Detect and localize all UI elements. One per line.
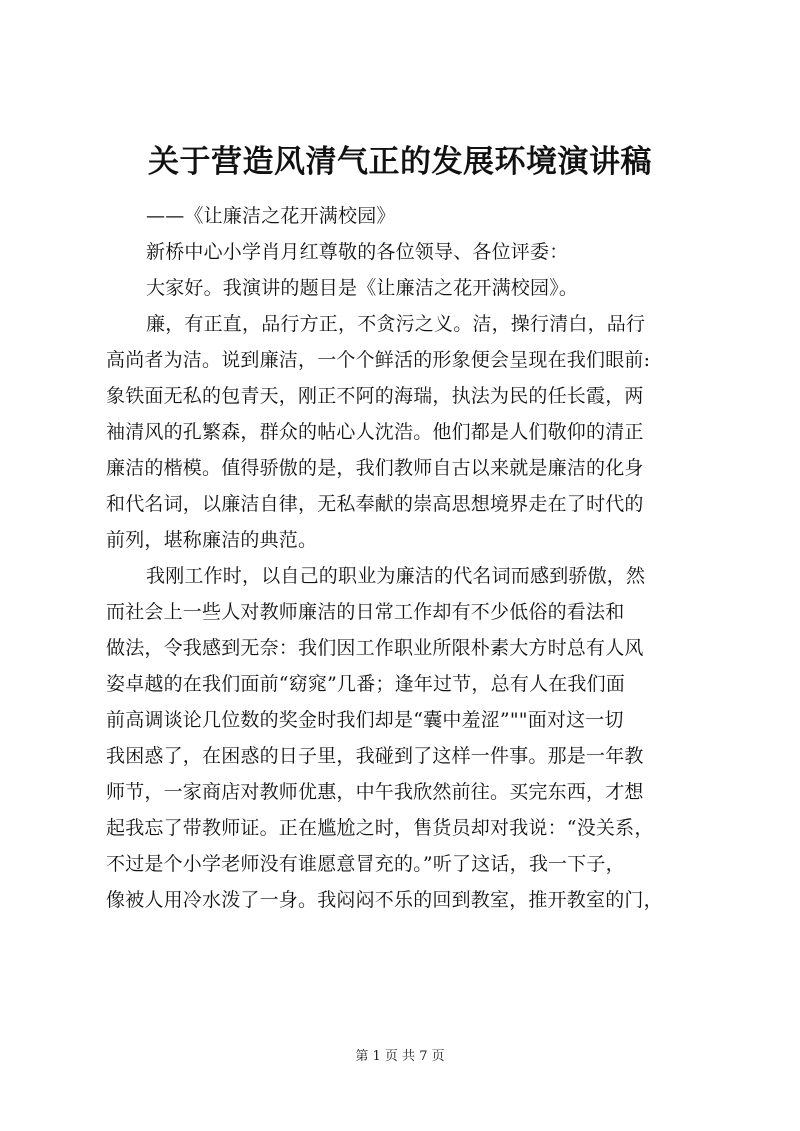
greeting-line: 大家好。我演讲的题目是《让廉洁之花开满校园》。: [146, 277, 579, 299]
paragraph-line: 象铁面无私的包青天，刚正不阿的海瑞，执法为民的任长霞，两: [106, 385, 644, 407]
paragraph-line: 像被人用冷水泼了一身。我闷闷不乐的回到教室，推开教室的门，: [106, 889, 663, 911]
document-body: [106, 198, 706, 918]
paragraph-line: 我困惑了，在困惑的日子里，我碰到了这样一件事。那是一年教: [106, 745, 644, 767]
paragraph-line: 前高调谈论几位数的奖金时我们却是“囊中羞涩”""面对这一切: [106, 709, 624, 731]
paragraph-line: 袖清风的孔繁森，群众的帖心人沈浩。他们都是人们敬仰的清正: [106, 421, 644, 443]
paragraph-line: 不过是个小学老师没有谁愿意冒充的。”听了这话，我一下子，: [106, 853, 625, 875]
paragraph-line: 和代名词，以廉洁自律，无私奉献的崇高思想境界走在了时代的: [106, 493, 644, 515]
salutation-line: 新桥中心小学肖月红尊敬的各位领导、各位评委：: [146, 241, 569, 263]
paragraph-line: 起我忘了带教师证。正在尴尬之时，售货员却对我说：“没关系，: [106, 817, 654, 839]
paragraph-line: 师节，一家商店对教师优惠，中午我欣然前往。买完东西，才想: [106, 781, 644, 803]
paragraph-line: 高尚者为洁。说到廉洁，一个个鲜活的形象便会呈现在我们眼前:: [106, 349, 651, 371]
paragraph-line: 我刚工作时，以自己的职业为廉洁的代名词而感到骄傲，然: [146, 565, 646, 587]
document-subtitle: ——《让廉洁之花开满校园》: [146, 205, 396, 227]
paragraph-line: 廉，有正直，品行方正，不贪污之义。洁，操行清白，品行: [146, 313, 646, 335]
page-number-footer: 第 1 页 共 7 页: [355, 1049, 445, 1064]
document-title: 关于营造风清气正的发展环境演讲稿: [148, 144, 652, 180]
paragraph-line: 姿卓越的在我们面前“窈窕”几番；逢年过节，总有人在我们面: [106, 673, 626, 695]
paragraph-line: 廉洁的楷模。值得骄傲的是，我们教师自古以来就是廉洁的化身: [106, 457, 644, 479]
paragraph-line: 前列，堪称廉洁的典范。: [106, 529, 318, 551]
paragraph-line: 而社会上一些人对教师廉洁的日常工作却有不少低俗的看法和: [106, 601, 625, 623]
paragraph-line: 做法，令我感到无奈：我们因工作职业所限朴素大方时总有人风: [106, 637, 644, 659]
